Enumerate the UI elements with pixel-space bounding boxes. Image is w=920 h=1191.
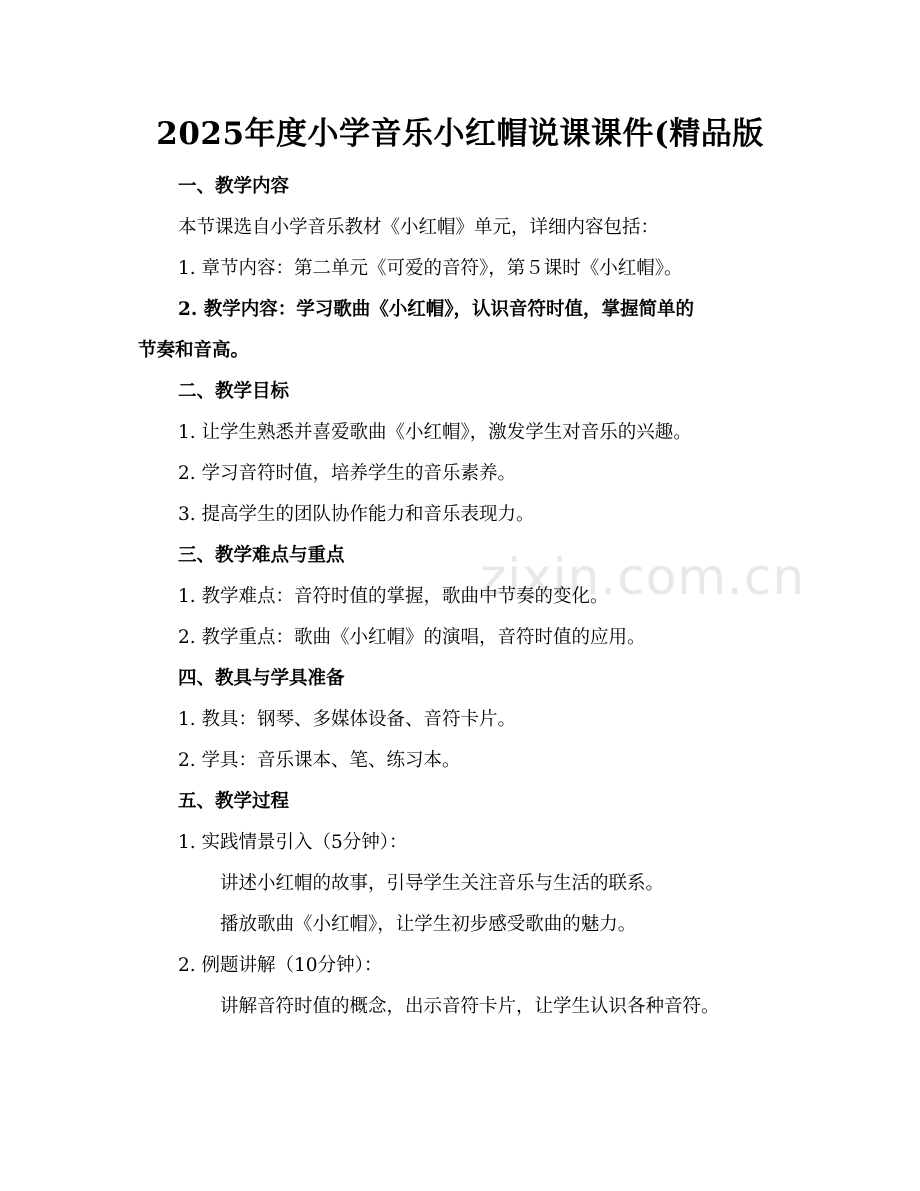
section-heading-4: 四、教具与学具准备 bbox=[178, 668, 345, 689]
sub-paragraph: 讲解音符时值的概念，出示音符卡片，让学生认识各种音符。 bbox=[220, 996, 720, 1017]
list-item: 1. 实践情景引入（5分钟）： bbox=[178, 832, 408, 853]
watermark: zixin.com.cn bbox=[480, 548, 806, 606]
section-heading-1: 一、教学内容 bbox=[178, 176, 290, 197]
list-item: 2. 教学重点：歌曲《小红帽》的演唱，音符时值的应用。 bbox=[178, 627, 646, 648]
list-item: 1. 教学难点：音符时值的掌握，歌曲中节奏的变化。 bbox=[178, 586, 609, 607]
list-item: 1. 章节内容：第二单元《可爱的音符》，第５课时《小红帽》。 bbox=[178, 258, 683, 279]
section-heading-3: 三、教学难点与重点 bbox=[178, 545, 345, 566]
section-heading-5: 五、教学过程 bbox=[178, 791, 290, 812]
sub-paragraph: 播放歌曲《小红帽》，让学生初步感受歌曲的魅力。 bbox=[220, 914, 637, 935]
paragraph-intro: 本节课选自小学音乐教材《小红帽》单元，详细内容包括： bbox=[178, 217, 660, 238]
list-item-bold: 2. 教学内容：学习歌曲《小红帽》，认识音符时值，掌握简单的 bbox=[178, 299, 695, 320]
section-heading-2: 二、教学目标 bbox=[178, 381, 290, 402]
list-item: 2. 学具：音乐课本、笔、练习本。 bbox=[178, 750, 461, 771]
document-title: 2025年度小学音乐小红帽说课课件(精品版 bbox=[156, 116, 764, 152]
list-item: 2. 例题讲解（10分钟）： bbox=[178, 955, 383, 976]
sub-paragraph: 讲述小红帽的故事，引导学生关注音乐与生活的联系。 bbox=[220, 873, 665, 894]
list-item-bold-continuation: 节奏和音高。 bbox=[138, 340, 250, 361]
list-item: 3. 提高学生的团队协作能力和音乐表现力。 bbox=[178, 504, 535, 525]
list-item: 1. 让学生熟悉并喜爱歌曲《小红帽》，激发学生对音乐的兴趣。 bbox=[178, 422, 692, 443]
list-item: 1. 教具：钢琴、多媒体设备、音符卡片。 bbox=[178, 709, 517, 730]
list-item: 2. 学习音符时值，培养学生的音乐素养。 bbox=[178, 463, 517, 484]
